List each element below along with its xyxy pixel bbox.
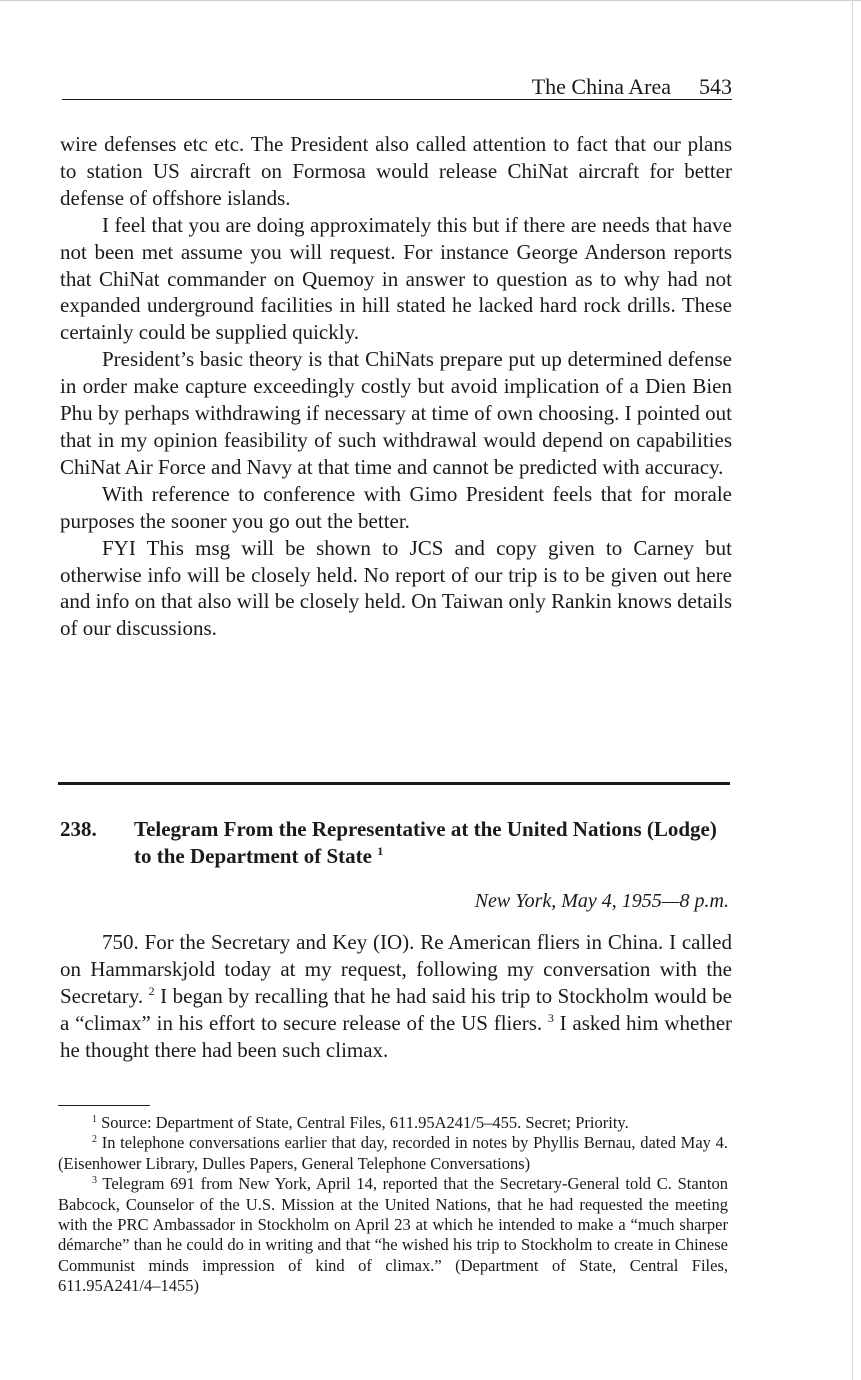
paragraph: President’s basic theory is that ChiNats prepare put up determined defense in order make capture exceedingly costly but avoid implication of a Dien Bien Phu by perhaps withdrawing if necessary at time of own choosing. I pointed out that in my opinion feasibility of such withdrawal would depend on capabilities ChiNat Air Force and Navy at that time and cannot be predicted with accuracy. — [60, 347, 732, 479]
section-divider — [58, 782, 730, 785]
paragraph: I feel that you are doing approximately this but if there are needs that have not been met assume you will request. For instance George Anderson reports that ChiNat commander on Quemoy in answer to question as to why had not expanded underground facilities in hill stated he lacked hard rock drills. These certainly could be supplied quickly. — [60, 212, 732, 345]
footnote-ref: 2 — [148, 983, 155, 998]
body-text-part: I began by recalling that he had said his trip to Stockholm would be a “climax” in his effort to secure release of the US fliers. — [60, 983, 732, 1035]
footnote-text: Telegram 691 from New York, April 14, reported that the Secretary-General told C. Stanton Babcock, Counselor of the U.S. Mission at the United Nations, that he had requested the meeting with the PRC Ambassador in Stockholm on April 23 at which he intended to make a “much sharper démarche” than he could do in writing and that “he wished his trip to Stockholm to create in Chinese Communist minds impression of kind of climax.” (Department of State, Central Files, 611.95A241/4–1455) — [58, 1174, 728, 1296]
running-head-rule — [62, 99, 732, 100]
paragraph — [60, 929, 732, 1064]
page-right-edge — [852, 0, 853, 1380]
footnote — [58, 1174, 728, 1296]
footnote-text: In telephone conversations earlier that day, recorded in notes by Phyllis Bernau, dated May 4. (Eisenhower Library, Dulles Papers, General Telephone Conversations) — [58, 1133, 728, 1173]
document-body — [60, 929, 732, 1064]
footnote-mark: 2 — [92, 1134, 97, 1146]
footnotes — [58, 1113, 728, 1297]
page-top-border — [0, 0, 861, 1]
footnote-mark: 3 — [92, 1175, 97, 1187]
body-text-part: I asked him whether he thought there had been such climax. — [60, 1010, 733, 1062]
running-head — [62, 74, 732, 100]
page-number: 543 — [699, 74, 732, 99]
continued-text — [60, 131, 732, 642]
document-heading — [60, 816, 732, 870]
paragraph: FYI This msg will be shown to JCS and copy given to Carney but otherwise info will be closely held. No report of our trip is to be given out here and info on that also will be closely held. On Taiwan only Rankin knows details of our discussions. — [60, 535, 732, 641]
body-text-part: 750. For the Secretary and Key (IO). Re American fliers in China. I called on Hammarskjold today at my request, following my conversation with the Secretary. — [60, 930, 732, 1008]
dateline: New York, May 4, 1955—8 p.m. — [474, 890, 729, 912]
footnote-ref: 1 — [377, 844, 384, 858]
document-title-text: Telegram From the Representative at the United Nations (Lodge) to the Department of State — [134, 817, 717, 868]
footnote — [58, 1113, 728, 1133]
footnote — [58, 1133, 728, 1174]
paragraph: With reference to conference with Gimo President feels that for morale purposes the sooner you go out the better. — [60, 481, 732, 533]
footnote-mark: 1 — [92, 1114, 97, 1125]
document-number: 238. — [60, 817, 97, 841]
running-head-title: The China Area — [531, 74, 671, 99]
paragraph: wire defenses etc etc. The President also called attention to fact that our plans to station US aircraft on Formosa would release ChiNat aircraft for better defense of offshore islands. — [60, 132, 732, 210]
footnote-rule — [58, 1105, 150, 1106]
footnote-ref: 3 — [547, 1010, 554, 1025]
document-title — [134, 816, 732, 870]
footnote-text: Source: Department of State, Central Files, 611.95A241/5–455. Secret; Priority. — [97, 1113, 629, 1132]
